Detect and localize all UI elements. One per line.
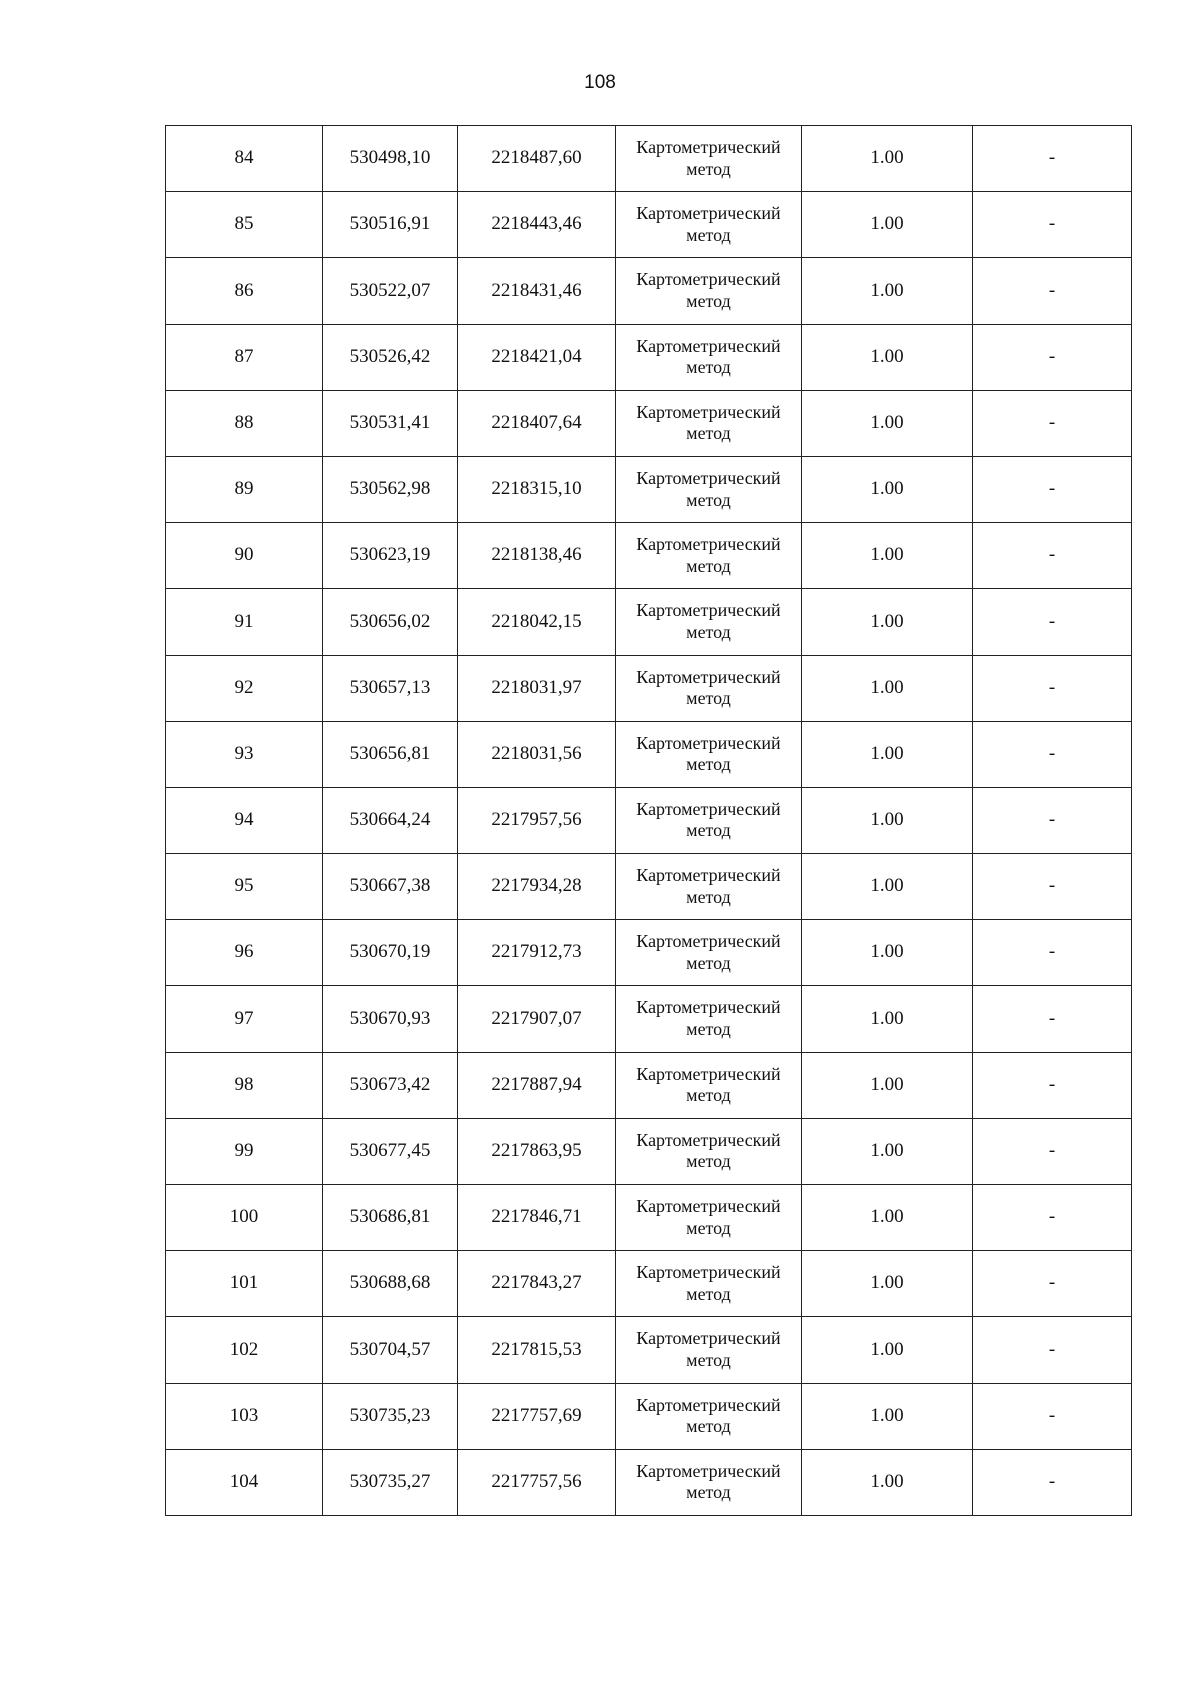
point-number-cell: 96 (166, 920, 323, 986)
x-coordinate-cell: 530623,19 (323, 523, 458, 589)
method-label-line2: метод (686, 1019, 731, 1040)
x-coordinate-cell: 530656,81 (323, 721, 458, 787)
method-cell (616, 589, 802, 655)
method-cell (616, 1383, 802, 1449)
table-row (166, 126, 1132, 192)
table-row (166, 1449, 1132, 1515)
x-coordinate-cell: 530686,81 (323, 1185, 458, 1251)
note-cell: - (973, 324, 1132, 390)
table-row (166, 1185, 1132, 1251)
method-label-line2: метод (686, 688, 731, 709)
note-cell: - (973, 126, 1132, 192)
method-cell (616, 523, 802, 589)
y-coordinate-cell: 2218421,04 (458, 324, 616, 390)
x-coordinate-cell: 530670,19 (323, 920, 458, 986)
x-coordinate-cell: 530735,27 (323, 1449, 458, 1515)
y-coordinate-cell: 2217757,56 (458, 1449, 616, 1515)
point-number-cell: 98 (166, 1052, 323, 1118)
method-label-line2: метод (686, 952, 731, 973)
y-coordinate-cell: 2217912,73 (458, 920, 616, 986)
table-row (166, 920, 1132, 986)
y-coordinate-cell: 2217863,95 (458, 1118, 616, 1184)
point-number-cell: 99 (166, 1118, 323, 1184)
table-row (166, 589, 1132, 655)
method-label-line1: Картометрический (636, 798, 781, 819)
point-number-cell: 84 (166, 126, 323, 192)
accuracy-cell: 1.00 (802, 1449, 973, 1515)
note-cell: - (973, 986, 1132, 1052)
y-coordinate-cell: 2217846,71 (458, 1185, 616, 1251)
method-cell (616, 126, 802, 192)
method-label-line1: Картометрический (636, 1262, 781, 1283)
method-label-line1: Картометрический (636, 335, 781, 356)
method-cell (616, 920, 802, 986)
x-coordinate-cell: 530656,02 (323, 589, 458, 655)
method-label-line1: Картометрический (636, 1129, 781, 1150)
method-label-line2: метод (686, 555, 731, 576)
method-label-line2: метод (686, 621, 731, 642)
y-coordinate-cell: 2218042,15 (458, 589, 616, 655)
table-row (166, 1317, 1132, 1383)
note-cell: - (973, 787, 1132, 853)
method-label-line2: метод (686, 224, 731, 245)
point-number-cell: 94 (166, 787, 323, 853)
table-row (166, 1118, 1132, 1184)
note-cell: - (973, 589, 1132, 655)
method-label-line1: Картометрический (636, 269, 781, 290)
method-label-line1: Картометрический (636, 600, 781, 621)
table-row (166, 655, 1132, 721)
point-number-cell: 85 (166, 192, 323, 258)
method-label-line2: метод (686, 158, 731, 179)
method-label-line2: метод (686, 1416, 731, 1437)
point-number-cell: 103 (166, 1383, 323, 1449)
y-coordinate-cell: 2217957,56 (458, 787, 616, 853)
method-cell (616, 655, 802, 721)
accuracy-cell: 1.00 (802, 1251, 973, 1317)
method-label-line2: метод (686, 820, 731, 841)
point-number-cell: 104 (166, 1449, 323, 1515)
y-coordinate-cell: 2218487,60 (458, 126, 616, 192)
y-coordinate-cell: 2218031,97 (458, 655, 616, 721)
x-coordinate-cell: 530562,98 (323, 456, 458, 522)
point-number-cell: 101 (166, 1251, 323, 1317)
table-row (166, 721, 1132, 787)
method-label-line1: Картометрический (636, 401, 781, 422)
method-label-line2: метод (686, 489, 731, 510)
method-cell (616, 1317, 802, 1383)
table-row (166, 192, 1132, 258)
accuracy-cell: 1.00 (802, 589, 973, 655)
x-coordinate-cell: 530526,42 (323, 324, 458, 390)
method-label-line1: Картометрический (636, 1328, 781, 1349)
y-coordinate-cell: 2218431,46 (458, 258, 616, 324)
accuracy-cell: 1.00 (802, 1317, 973, 1383)
point-number-cell: 87 (166, 324, 323, 390)
y-coordinate-cell: 2218138,46 (458, 523, 616, 589)
table-row (166, 1383, 1132, 1449)
page-number: 108 (584, 72, 616, 93)
note-cell: - (973, 390, 1132, 456)
point-number-cell: 88 (166, 390, 323, 456)
table-row (166, 456, 1132, 522)
table-body (166, 126, 1132, 1516)
accuracy-cell: 1.00 (802, 920, 973, 986)
note-cell: - (973, 1317, 1132, 1383)
method-label-line2: метод (686, 1217, 731, 1238)
method-label-line1: Картометрический (636, 534, 781, 555)
method-label-line2: метод (686, 357, 731, 378)
accuracy-cell: 1.00 (802, 390, 973, 456)
note-cell: - (973, 854, 1132, 920)
note-cell: - (973, 1251, 1132, 1317)
method-label-line2: метод (686, 1349, 731, 1370)
y-coordinate-cell: 2218315,10 (458, 456, 616, 522)
method-label-line1: Картометрический (636, 1063, 781, 1084)
method-label-line1: Картометрический (636, 203, 781, 224)
method-cell (616, 258, 802, 324)
method-label-line2: метод (686, 1482, 731, 1503)
method-cell (616, 787, 802, 853)
note-cell: - (973, 1118, 1132, 1184)
method-cell (616, 456, 802, 522)
note-cell: - (973, 655, 1132, 721)
note-cell: - (973, 456, 1132, 522)
x-coordinate-cell: 530677,45 (323, 1118, 458, 1184)
y-coordinate-cell: 2217843,27 (458, 1251, 616, 1317)
table-row (166, 854, 1132, 920)
table-row (166, 258, 1132, 324)
method-cell (616, 1052, 802, 1118)
method-cell (616, 1251, 802, 1317)
table-row (166, 787, 1132, 853)
x-coordinate-cell: 530704,57 (323, 1317, 458, 1383)
x-coordinate-cell: 530516,91 (323, 192, 458, 258)
y-coordinate-cell: 2218443,46 (458, 192, 616, 258)
note-cell: - (973, 1449, 1132, 1515)
method-label-line1: Картометрический (636, 666, 781, 687)
x-coordinate-cell: 530667,38 (323, 854, 458, 920)
note-cell: - (973, 920, 1132, 986)
x-coordinate-cell: 530735,23 (323, 1383, 458, 1449)
y-coordinate-cell: 2217815,53 (458, 1317, 616, 1383)
method-label-line2: метод (686, 423, 731, 444)
note-cell: - (973, 1383, 1132, 1449)
y-coordinate-cell: 2218407,64 (458, 390, 616, 456)
y-coordinate-cell: 2217934,28 (458, 854, 616, 920)
table-row (166, 1251, 1132, 1317)
x-coordinate-cell: 530657,13 (323, 655, 458, 721)
y-coordinate-cell: 2217887,94 (458, 1052, 616, 1118)
coordinates-table (165, 125, 1132, 1516)
x-coordinate-cell: 530688,68 (323, 1251, 458, 1317)
accuracy-cell: 1.00 (802, 523, 973, 589)
method-label-line2: метод (686, 1085, 731, 1106)
method-cell (616, 854, 802, 920)
x-coordinate-cell: 530670,93 (323, 986, 458, 1052)
accuracy-cell: 1.00 (802, 787, 973, 853)
table-row (166, 986, 1132, 1052)
x-coordinate-cell: 530522,07 (323, 258, 458, 324)
table-row (166, 390, 1132, 456)
note-cell: - (973, 1185, 1132, 1251)
point-number-cell: 86 (166, 258, 323, 324)
method-cell (616, 390, 802, 456)
method-label-line1: Картометрический (636, 467, 781, 488)
point-number-cell: 102 (166, 1317, 323, 1383)
y-coordinate-cell: 2217907,07 (458, 986, 616, 1052)
note-cell: - (973, 523, 1132, 589)
point-number-cell: 100 (166, 1185, 323, 1251)
note-cell: - (973, 258, 1132, 324)
accuracy-cell: 1.00 (802, 1383, 973, 1449)
accuracy-cell: 1.00 (802, 324, 973, 390)
point-number-cell: 92 (166, 655, 323, 721)
method-label-line2: метод (686, 886, 731, 907)
method-label-line1: Картометрический (636, 997, 781, 1018)
method-cell (616, 1449, 802, 1515)
point-number-cell: 95 (166, 854, 323, 920)
accuracy-cell: 1.00 (802, 986, 973, 1052)
table-row (166, 523, 1132, 589)
x-coordinate-cell: 530531,41 (323, 390, 458, 456)
accuracy-cell: 1.00 (802, 1118, 973, 1184)
accuracy-cell: 1.00 (802, 1052, 973, 1118)
point-number-cell: 89 (166, 456, 323, 522)
method-label-line1: Картометрический (636, 1460, 781, 1481)
table-row (166, 324, 1132, 390)
point-number-cell: 90 (166, 523, 323, 589)
accuracy-cell: 1.00 (802, 126, 973, 192)
x-coordinate-cell: 530673,42 (323, 1052, 458, 1118)
method-label-line1: Картометрический (636, 865, 781, 886)
table-row (166, 1052, 1132, 1118)
accuracy-cell: 1.00 (802, 456, 973, 522)
method-label-line1: Картометрический (636, 1394, 781, 1415)
method-label-line1: Картометрический (636, 137, 781, 157)
accuracy-cell: 1.00 (802, 721, 973, 787)
accuracy-cell: 1.00 (802, 854, 973, 920)
y-coordinate-cell: 2217757,69 (458, 1383, 616, 1449)
accuracy-cell: 1.00 (802, 655, 973, 721)
point-number-cell: 93 (166, 721, 323, 787)
y-coordinate-cell: 2218031,56 (458, 721, 616, 787)
method-cell (616, 986, 802, 1052)
method-label-line2: метод (686, 754, 731, 775)
accuracy-cell: 1.00 (802, 1185, 973, 1251)
point-number-cell: 91 (166, 589, 323, 655)
note-cell: - (973, 192, 1132, 258)
note-cell: - (973, 1052, 1132, 1118)
method-cell (616, 192, 802, 258)
point-number-cell: 97 (166, 986, 323, 1052)
accuracy-cell: 1.00 (802, 192, 973, 258)
method-label-line1: Картометрический (636, 1196, 781, 1216)
method-cell (616, 1118, 802, 1184)
method-label-line2: метод (686, 290, 731, 311)
method-label-line1: Картометрический (636, 732, 781, 753)
method-label-line1: Картометрический (636, 931, 781, 952)
method-cell (616, 1185, 802, 1251)
x-coordinate-cell: 530664,24 (323, 787, 458, 853)
note-cell: - (973, 721, 1132, 787)
method-cell (616, 721, 802, 787)
method-label-line2: метод (686, 1151, 731, 1172)
x-coordinate-cell: 530498,10 (323, 126, 458, 192)
method-label-line2: метод (686, 1283, 731, 1304)
method-cell (616, 324, 802, 390)
accuracy-cell: 1.00 (802, 258, 973, 324)
